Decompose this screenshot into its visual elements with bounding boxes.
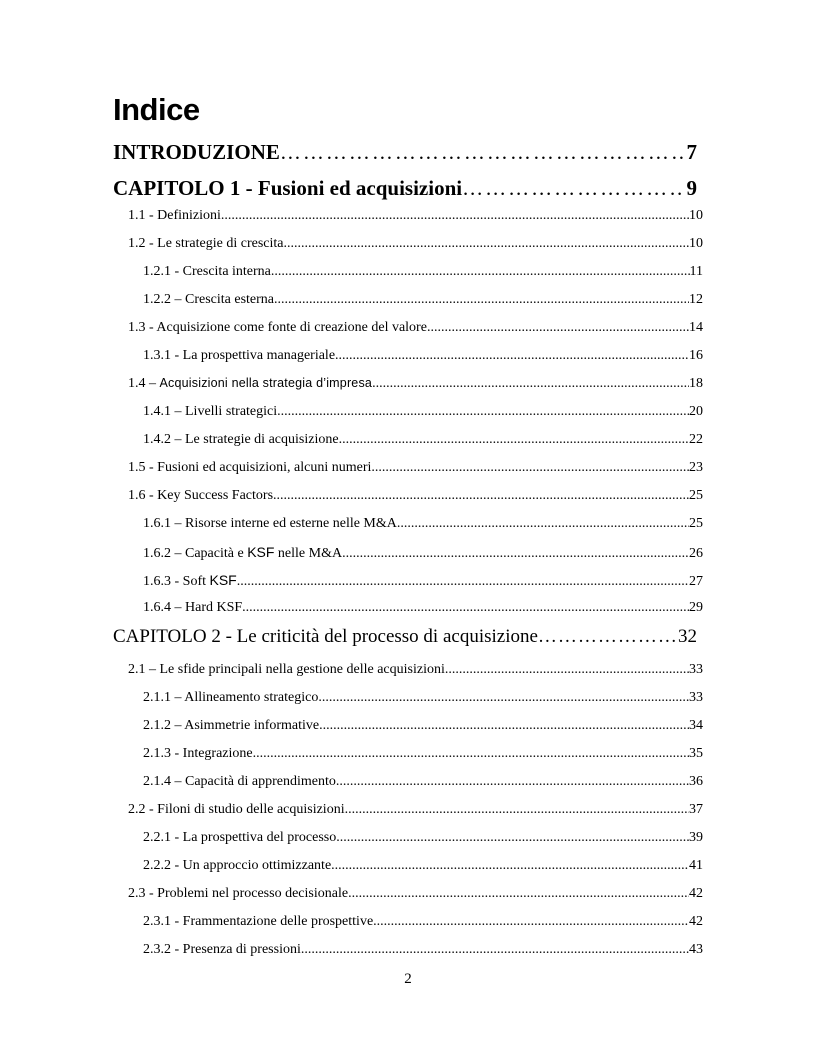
toc-entry-page: 37	[689, 802, 703, 817]
toc-leader-dots	[339, 432, 689, 448]
toc-entry-label: 2.1 – Le sfide principali nella gestione delle acquisizioni	[128, 662, 445, 677]
toc-entry-page: 22	[689, 432, 703, 447]
toc-entry-page: 27	[689, 574, 703, 589]
toc-entry-number: 1.4 –	[128, 376, 160, 391]
toc-entry[interactable]	[143, 544, 703, 562]
toc-entry-label: 2.3.1 - Frammentazione delle prospettive	[143, 914, 374, 929]
toc-entry[interactable]	[128, 208, 703, 224]
toc-entry-label: 2.3.2 - Presenza di pressioni	[143, 942, 301, 957]
toc-entry[interactable]	[143, 516, 703, 532]
toc-entry-page: 10	[689, 236, 703, 251]
toc-entry[interactable]	[143, 746, 703, 762]
toc-entry-page: 34	[689, 718, 703, 733]
toc-entry-page: 26	[689, 546, 703, 561]
toc-entry-label: 1.6.4 – Hard KSF	[143, 600, 243, 615]
toc-entry-label: 1.1 - Definizioni	[128, 208, 221, 223]
toc-entry-label: 2.1.2 – Asimmetrie informative	[143, 718, 320, 733]
toc-entry[interactable]	[143, 432, 703, 448]
toc-entry-label: 1.2.2 – Crescita esterna	[143, 292, 275, 307]
toc-entry-page: 25	[689, 516, 703, 531]
toc-leader-dots	[280, 140, 687, 165]
toc-entry-label: 1.2 - Le strategie di crescita	[128, 236, 284, 251]
toc-leader-dots	[221, 208, 689, 224]
toc-entry[interactable]	[143, 690, 703, 706]
toc-entry-label: 1.2.1 - Crescita interna	[143, 264, 271, 279]
toc-leader-dots	[301, 942, 689, 958]
toc-entry[interactable]	[143, 264, 703, 280]
toc-entry-label: 1.3.1 - La prospettiva manageriale	[143, 348, 336, 363]
toc-leader-dots	[277, 404, 689, 420]
toc-entry-label: 1.6 - Key Success Factors	[128, 488, 274, 503]
toc-entry-label: CAPITOLO 1 - Fusioni ed acquisizioni	[113, 176, 463, 200]
toc-entry-text: nelle M&A	[274, 546, 343, 561]
toc-entry-label: 2.1.3 - Integrazione	[143, 746, 253, 761]
toc-entry-page: 10	[689, 208, 703, 223]
toc-leader-dots	[336, 830, 689, 846]
toc-entry-page: 33	[689, 690, 703, 705]
toc-entry-page: 11	[689, 264, 703, 279]
toc-entry-abbrev: KSF	[247, 544, 275, 560]
toc-entry[interactable]	[143, 914, 703, 930]
toc-entry-page: 14	[689, 320, 703, 335]
toc-entry-page: 43	[689, 942, 703, 957]
toc-entry-label	[128, 376, 372, 392]
toc-entry-page: 7	[686, 140, 697, 164]
toc-leader-dots	[427, 320, 689, 336]
toc-entry[interactable]	[128, 236, 703, 252]
toc-entry-label: 1.4.2 – Le strategie di acquisizione	[143, 432, 339, 447]
toc-entry-page: 29	[689, 600, 703, 615]
toc-leader-dots	[283, 236, 689, 252]
toc-leader-dots	[445, 662, 689, 678]
toc-entry[interactable]	[128, 460, 703, 476]
toc-entry-label	[143, 544, 342, 562]
toc-entry-introduzione[interactable]	[113, 140, 697, 165]
toc-entry-page: 25	[689, 488, 703, 503]
toc-entry-text: Acquisizioni nella strategia d’impresa	[159, 376, 373, 390]
toc-leader-dots	[273, 488, 689, 504]
page-title: Indice	[113, 92, 200, 127]
toc-entry[interactable]	[143, 600, 703, 616]
toc-leader-dots	[348, 886, 689, 902]
toc-entry-chapter-2[interactable]	[113, 626, 697, 648]
toc-entry-page: 35	[689, 746, 703, 761]
toc-leader-dots	[397, 516, 689, 532]
toc-leader-dots	[538, 626, 678, 648]
toc-entry-page: 20	[689, 404, 703, 419]
toc-leader-dots	[372, 376, 689, 392]
toc-leader-dots	[462, 176, 680, 201]
toc-entry-page: 42	[689, 886, 703, 901]
toc-entry-page: 9	[686, 176, 697, 200]
toc-entry-page: 18	[689, 376, 703, 391]
toc-entry[interactable]	[128, 320, 703, 336]
toc-entry-label: 1.5 - Fusioni ed acquisizioni, alcuni numeri	[128, 460, 372, 475]
toc-entry-text: 1.6.3 - Soft	[143, 574, 210, 589]
toc-entry-page: 32	[678, 626, 697, 647]
toc-entry-label: 1.3 - Acquisizione come fonte di creazione del valore	[128, 320, 427, 335]
toc-entry[interactable]	[143, 858, 703, 874]
toc-leader-dots	[342, 546, 689, 562]
toc-leader-dots	[331, 858, 689, 874]
toc-leader-dots	[274, 292, 689, 308]
toc-entry[interactable]	[128, 376, 703, 392]
toc-entry[interactable]	[128, 662, 703, 678]
toc-entry[interactable]	[128, 886, 703, 902]
toc-leader-dots	[242, 600, 689, 616]
toc-entry-page: 16	[689, 348, 703, 363]
toc-leader-dots	[335, 348, 689, 364]
toc-entry-chapter-1[interactable]	[113, 176, 697, 201]
toc-entry-label: 2.1.1 – Allineamento strategico	[143, 690, 319, 705]
toc-entry-page: 36	[689, 774, 703, 789]
toc-entry-label: 2.2.2 - Un approccio ottimizzante	[143, 858, 332, 873]
toc-entry[interactable]	[143, 404, 703, 420]
toc-entry-label: 2.2.1 - La prospettiva del processo	[143, 830, 337, 845]
toc-leader-dots	[253, 746, 689, 762]
toc-entry-label	[143, 572, 237, 590]
toc-entry[interactable]	[128, 802, 703, 818]
toc-entry-label: INTRODUZIONE	[113, 140, 280, 164]
toc-entry-label: 2.3 - Problemi nel processo decisionale	[128, 886, 349, 901]
toc-entry-page: 33	[689, 662, 703, 677]
page-number: 2	[404, 971, 412, 987]
toc-entry-label: 2.1.4 – Capacità di apprendimento	[143, 774, 336, 789]
toc-entry-label: 1.4.1 – Livelli strategici	[143, 404, 278, 419]
toc-leader-dots	[336, 774, 689, 790]
toc-entry[interactable]	[128, 488, 703, 504]
toc-entry[interactable]	[143, 942, 703, 958]
toc-entry-page: 39	[689, 830, 703, 845]
toc-entry-label: CAPITOLO 2 - Le criticità del processo di acquisizione	[113, 626, 538, 647]
toc-entry-page: 41	[689, 858, 703, 873]
toc-entry-page: 12	[689, 292, 703, 307]
toc-entry-label: 1.6.1 – Risorse interne ed esterne nelle M&A	[143, 516, 397, 531]
toc-leader-dots	[237, 574, 689, 590]
toc-leader-dots	[271, 264, 690, 280]
toc-entry[interactable]	[143, 292, 703, 308]
toc-leader-dots	[371, 460, 689, 476]
toc-entry-abbrev: KSF	[209, 572, 237, 588]
toc-entry-page: 42	[689, 914, 703, 929]
toc-leader-dots	[345, 802, 689, 818]
toc-entry-label: 2.2 - Filoni di studio delle acquisizioni	[128, 802, 345, 817]
toc-entry[interactable]	[143, 348, 703, 364]
toc-leader-dots	[373, 914, 689, 930]
toc-entry[interactable]	[143, 830, 703, 846]
toc-leader-dots	[319, 718, 689, 734]
toc-leader-dots	[318, 690, 689, 706]
toc-entry[interactable]	[143, 572, 703, 590]
toc-entry-page: 23	[689, 460, 703, 475]
toc-entry-text: 1.6.2 – Capacità e	[143, 546, 248, 561]
toc-entry[interactable]	[143, 774, 703, 790]
toc-entry[interactable]	[143, 718, 703, 734]
